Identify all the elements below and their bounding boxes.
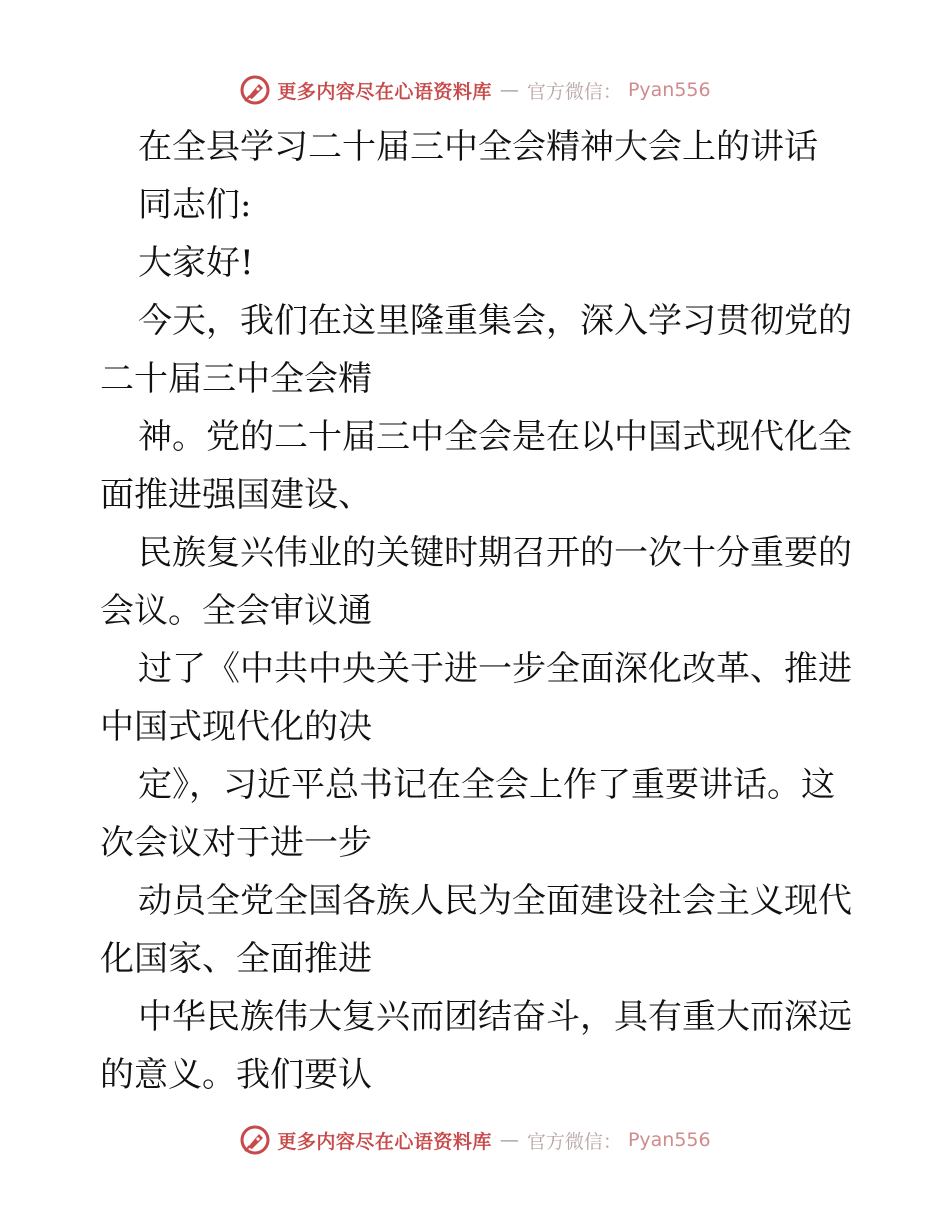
pen-nib-logo-icon xyxy=(239,1124,271,1156)
watermark-wechat-id: Pyan556 xyxy=(627,1129,711,1151)
watermark-brand-text: 更多内容尽在心语资料库 xyxy=(277,80,492,103)
text-line: 过了《中共中央关于进一步全面深化改革、推进 xyxy=(138,649,852,689)
text-line: 中华民族伟大复兴而团结奋斗，具有重大而深远 xyxy=(138,997,852,1037)
watermark-separator: — xyxy=(499,79,519,101)
greeting: 大家好! xyxy=(138,243,254,283)
text-line: 面推进强国建设、 xyxy=(100,475,372,515)
watermark-wechat-label: 官方微信： xyxy=(526,1130,622,1153)
text-line: 二十届三中全会精 xyxy=(100,359,372,399)
pen-nib-logo-icon xyxy=(239,74,271,106)
document-body xyxy=(100,118,856,1104)
text-line: 神。党的二十届三中全会是在以中国式现代化全 xyxy=(138,417,852,457)
text-line: 次会议对于进一步 xyxy=(100,823,372,863)
text-line: 动员全党全国各族人民为全面建设社会主义现代 xyxy=(138,881,852,921)
document-title: 在全县学习二十届三中全会精神大会上的讲话 xyxy=(138,127,818,167)
text-line: 定》，习近平总书记在全会上作了重要讲话。这 xyxy=(138,765,835,805)
text-line: 化国家、全面推进 xyxy=(100,939,372,979)
watermark-brand-text: 更多内容尽在心语资料库 xyxy=(277,1130,492,1153)
header-watermark xyxy=(0,70,950,110)
text-line: 民族复兴伟业的关键时期召开的一次十分重要的 xyxy=(138,533,852,573)
watermark-wechat-label: 官方微信： xyxy=(526,80,622,103)
text-line: 中国式现代化的决 xyxy=(100,707,372,747)
watermark-separator: — xyxy=(499,1129,519,1151)
footer-watermark xyxy=(0,1120,950,1160)
text-line: 的意义。我们要认 xyxy=(100,1055,372,1095)
salutation: 同志们: xyxy=(138,185,252,225)
watermark-wechat-id: Pyan556 xyxy=(627,79,711,101)
text-line: 会议。全会审议通 xyxy=(100,591,372,631)
text-line: 今天，我们在这里隆重集会，深入学习贯彻党的 xyxy=(138,301,852,341)
